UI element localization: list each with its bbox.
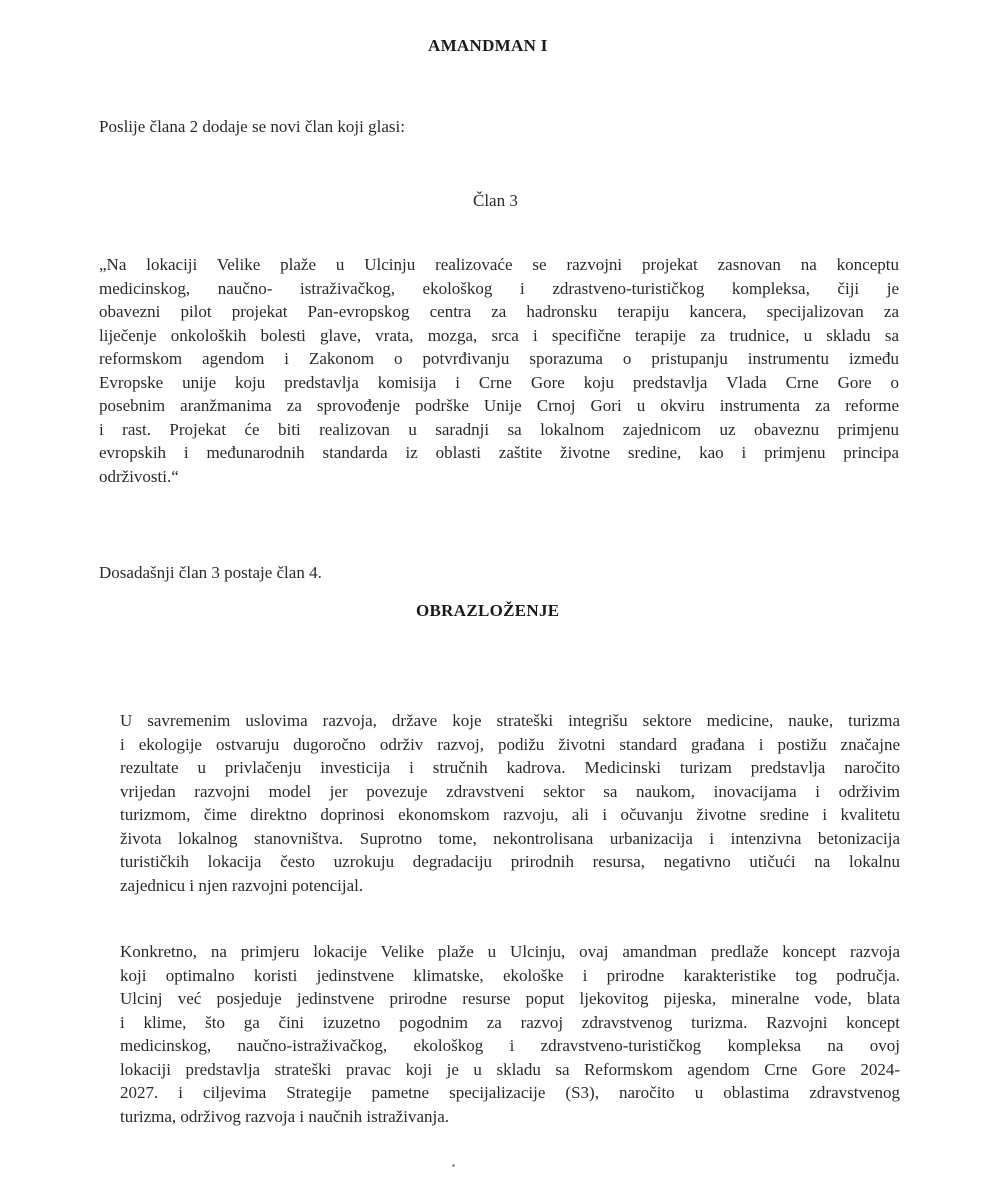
text-line: medicinskog, naučno-istraživačkog, ekološkog i zdravstveno-turističkog kompleksa na ovoj <box>120 1036 900 1055</box>
text-line: Ulcinj već posjeduje jedinstvene prirodne resurse poput ljekovitog pijeska, mineralne vode, blata <box>120 989 900 1008</box>
amendment-title: AMANDMAN I <box>428 36 548 55</box>
text-line: U savremenim uslovima razvoja, države koje strateški integrišu sektore medicine, nauke, turizma <box>120 711 900 730</box>
text-line: evropskih i međunarodnih standarda iz oblasti zaštite životne sredine, kao i primjenu principa <box>99 443 899 462</box>
text-line: života lokalnog stanovništva. Suprotno tome, nekontrolisana urbanizacija i intenzivna betonizacija <box>120 828 900 848</box>
scan-speck <box>452 1164 455 1167</box>
text-line: Konkretno, na primjeru lokacije Velike plaže u Ulcinju, ovaj amandman predlaže koncept razvoja <box>120 942 900 961</box>
text-line: medicinskog, naučno- istraživačkog, ekološkog i zdrastveno-turističkog kompleksa, čiji je <box>99 278 899 298</box>
text-line: i rast. Projekat će biti realizovan u saradnji sa lokalnom zajednicom uz obaveznu primjenu <box>99 419 899 439</box>
explanation-paragraph-1 <box>120 709 900 897</box>
text-line: i ekologije ostvaruju dugoročno održiv razvoj, podižu životni standard građana i postižu značajne <box>120 734 900 754</box>
text-line: posebnim aranžmanima za sprovođenje podrške Unije Crnoj Gori u okviru instrumenta za reforme <box>99 396 899 415</box>
text-line: obavezni pilot projekat Pan-evropskog centra za hadronsku terapiju kancera, specijalizovan za <box>99 302 899 321</box>
article-heading: Član 3 <box>473 191 518 210</box>
text-line: 2027. i ciljevima Strategije pametne specijalizacije (S3), naročito u oblastima zdravstvenog <box>120 1083 900 1102</box>
text-line: reformskom agendom i Zakonom o potvrđivanju sporazuma o pristupanju instrumentu između <box>99 349 899 368</box>
explanation-paragraph-2 <box>120 940 900 1128</box>
text-line: rezultate u privlačenju investicija i stručnih kadrova. Medicinski turizam predstavlja naročito <box>120 758 900 777</box>
article-text <box>99 253 899 488</box>
text-line: zajednicu i njen razvojni potencijal. <box>120 875 364 895</box>
text-line: Evropske unije koju predstavlja komisija i Crne Gore koju predstavlja Vlada Crne Gore o <box>99 372 899 392</box>
amendment-intro: Poslije člana 2 dodaje se novi član koji glasi: <box>99 117 405 136</box>
text-line: turizma, održivog razvoja i naučnih istraživanja. <box>120 1106 450 1126</box>
text-line: održivosti.“ <box>99 466 179 486</box>
text-line: turizmom, čime direktno doprinosi ekonomskom razvoju, ali i očuvanju životne sredine i kvalitetu <box>120 805 900 824</box>
text-line: turističkih lokacija često uzrokuju degradaciju prirodnih resursa, negativno utičući na lokalnu <box>120 852 900 871</box>
explanation-title: OBRAZLOŽENJE <box>416 601 560 620</box>
text-line: vrijedan razvojni model jer povezuje zdravstveni sektor sa naukom, inovacijama i održivim <box>120 781 900 801</box>
text-line: liječenje onkoloških bolesti glave, vrata, mozga, srca i specifične terapije za trudnice, u skladu sa <box>99 325 899 345</box>
text-line: „Na lokaciji Velike plaže u Ulcinju realizovaće se razvojni projekat zasnovan na konceptu <box>99 255 899 274</box>
renumbering-note: Dosadašnji član 3 postaje član 4. <box>99 563 322 582</box>
text-line: lokaciji predstavlja strateški pravac koji je u skladu sa Reformskom agendom Crne Gore 2024- <box>120 1059 900 1079</box>
text-line: koji optimalno koristi jedinstvene klimatske, ekološke i prirodne karakteristike tog područja. <box>120 965 900 985</box>
text-line: i klime, što ga čini izuzetno pogodnim za razvoj zdravstvenog turizma. Razvojni koncept <box>120 1012 900 1032</box>
